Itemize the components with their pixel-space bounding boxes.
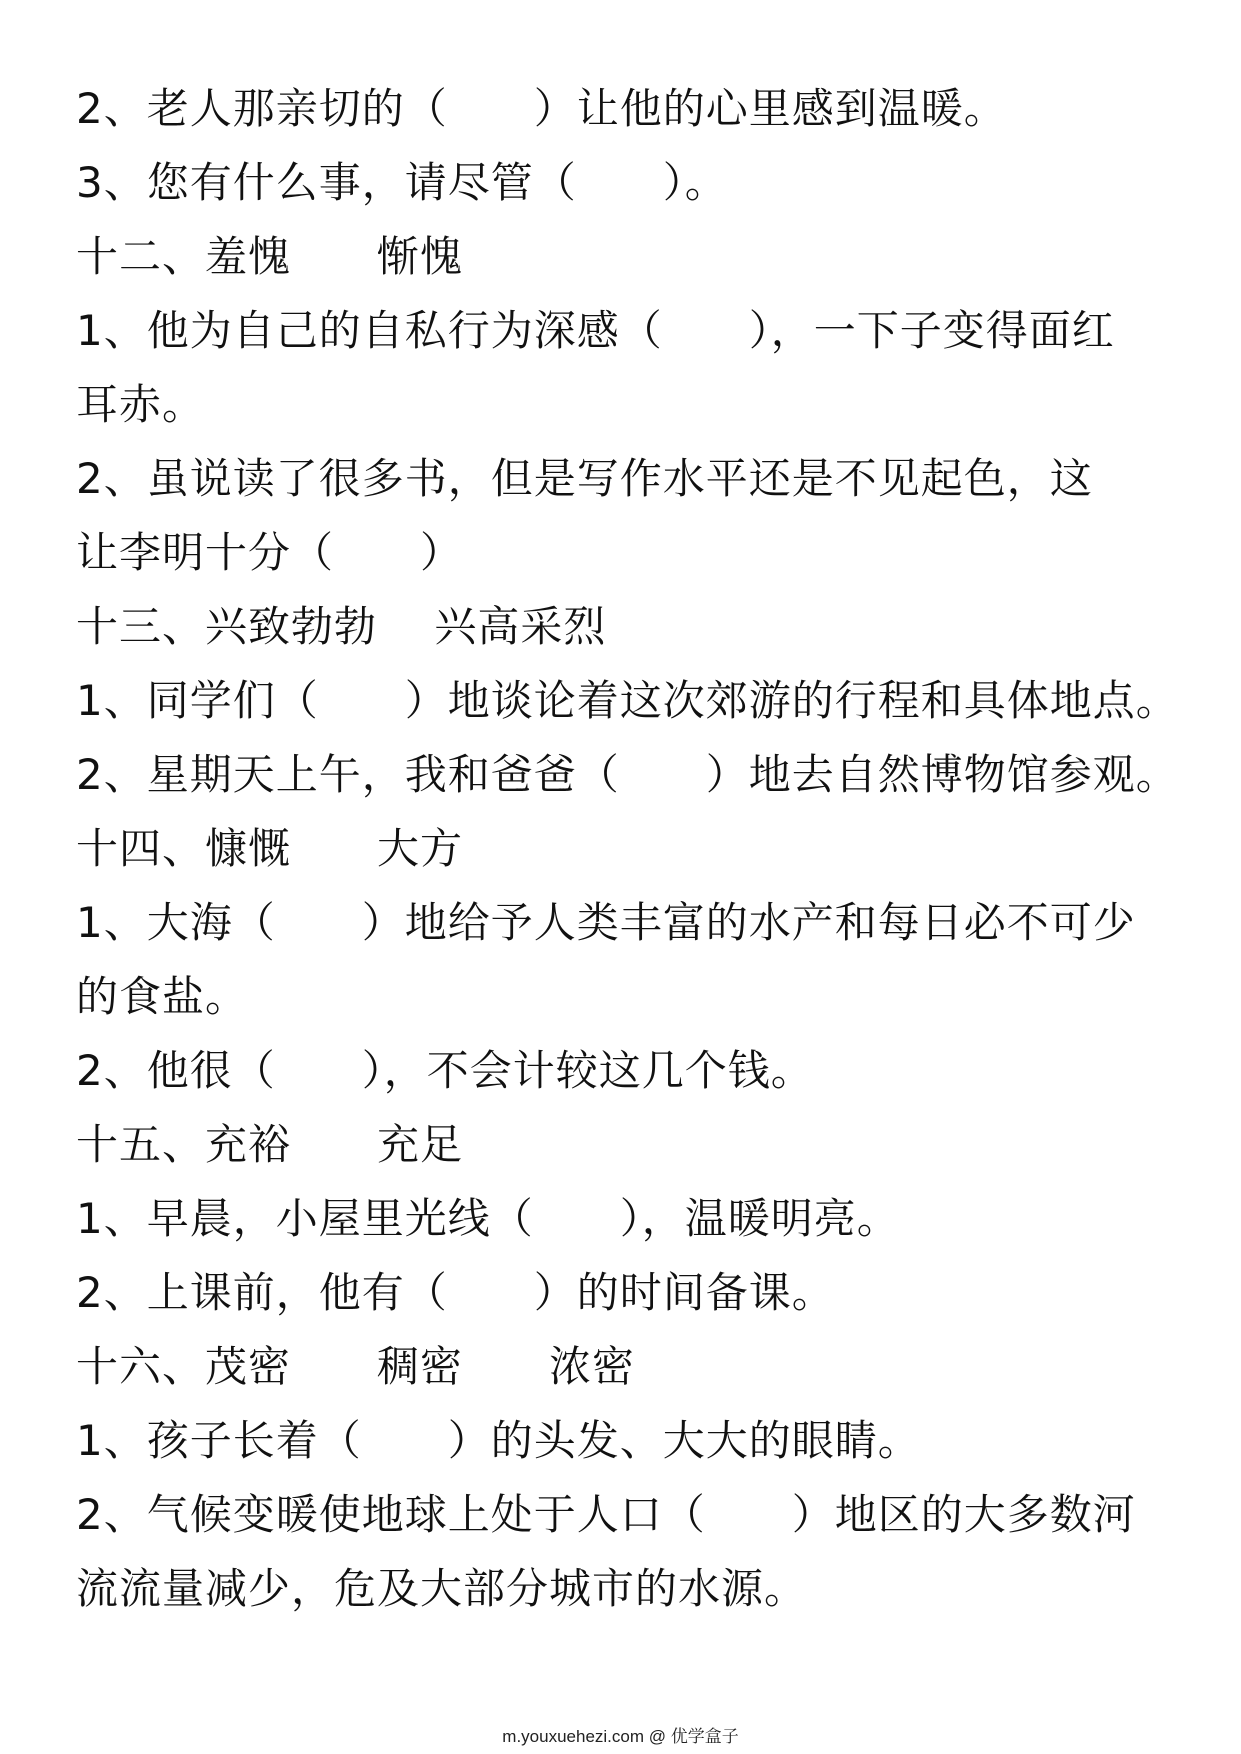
exercise-line: 2、他很（ ），不会计较这几个钱。 [76, 1046, 814, 1095]
exercise-line: 2、虽说读了很多书，但是写作水平还是不见起色，这 [76, 454, 1093, 503]
section-heading: 十五、充裕 充足 [76, 1120, 464, 1169]
exercise-line: 3、您有什么事，请尽管（ ）。 [76, 158, 728, 207]
section-heading: 十六、茂密 稠密 浓密 [76, 1342, 636, 1391]
exercise-content [76, 72, 1186, 1626]
exercise-line: 2、星期天上午，我和爸爸（ ）地去自然博物馆参观。 [76, 750, 1179, 799]
exercise-line: 1、大海（ ）地给予人类丰富的水产和每日必不可少 [76, 898, 1136, 947]
exercise-line: 1、他为自己的自私行为深感（ ），一下子变得面红 [76, 306, 1115, 355]
exercise-line: 1、同学们（ ）地谈论着这次郊游的行程和具体地点。 [76, 676, 1179, 725]
exercise-line: 2、气候变暖使地球上处于人口（ ）地区的大多数河 [76, 1490, 1136, 1539]
footer-watermark: m.youxuehezi.com @ 优学盒子 [502, 1727, 739, 1746]
exercise-line: 2、老人那亲切的（ ）让他的心里感到温暖。 [76, 84, 1007, 133]
section-heading: 十二、羞愧 惭愧 [76, 232, 464, 281]
exercise-line: 1、早晨，小屋里光线（ ），温暖明亮。 [76, 1194, 900, 1243]
exercise-line: 的食盐。 [76, 972, 249, 1021]
exercise-line: 流流量减少，危及大部分城市的水源。 [76, 1564, 808, 1613]
section-heading: 十三、兴致勃勃 兴高采烈 [76, 602, 607, 651]
section-heading: 十四、慷慨 大方 [76, 824, 464, 873]
exercise-line: 让李明十分（ ） [76, 528, 464, 577]
exercise-line: 耳赤。 [76, 380, 206, 429]
exercise-line: 2、上课前，他有（ ）的时间备课。 [76, 1268, 835, 1317]
exercise-line: 1、孩子长着（ ）的头发、大大的眼睛。 [76, 1416, 921, 1465]
